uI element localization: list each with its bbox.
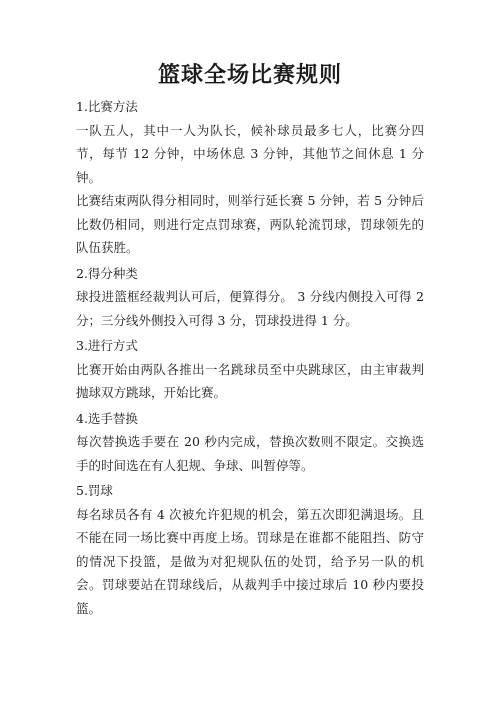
section-free-throw (76, 479, 424, 620)
paragraph: 比赛结束两队得分相同时，则举行延长赛 5 分钟，若 5 分钟后比数仍相同，则进行定点罚球赛，两队轮流罚球，罚球领先的队伍获胜。 (76, 193, 424, 255)
paragraph: 每次替换选手要在 20 秒内完成，替换次数则不限定。交换选手的时间选在有人犯规、争球、叫暂停等。 (76, 434, 424, 473)
section-rules-method (76, 95, 424, 260)
document-title: 篮球全场比赛规则 (157, 63, 342, 88)
paragraph: 一队五人，其中一人为队长，候补球员最多七人，比赛分四节，每节 12 分钟，中场休息 3 分钟，其他节之间休息 1 分钟。 (76, 122, 424, 185)
section-heading: 5.罚球 (76, 483, 113, 498)
paragraph: 比赛开始由两队各推出一名跳球员至中央跳球区，由主审裁判抛球双方跳球，开始比赛。 (76, 361, 424, 400)
paragraph: 球投进篮框经裁判认可后，便算得分。 3 分线内侧投入可得 2 分；三分线外侧投入可得 3 分，罚球投进得 1 分。 (76, 289, 424, 328)
document-body (76, 93, 424, 620)
section-heading: 4.选手替换 (76, 410, 138, 426)
section-procedure (76, 334, 424, 405)
section-scoring (76, 262, 424, 333)
paragraph: 每名球员各有 4 次被允许犯规的机会，第五次即犯满退场。且不能在同一场比赛中再度上场。罚球是在谁都不能阻挡、防守的情况下投篮，是做为对犯规队伍的处罚，给予另一队的机会。罚球要站在罚球线后，从裁判手中接过球后 10 秒内要投篮。 (76, 506, 424, 616)
section-heading: 3.进行方式 (76, 338, 138, 353)
section-substitution (76, 407, 424, 478)
section-heading: 1.比赛方法 (76, 99, 138, 114)
section-heading: 2.得分种类 (76, 265, 138, 281)
